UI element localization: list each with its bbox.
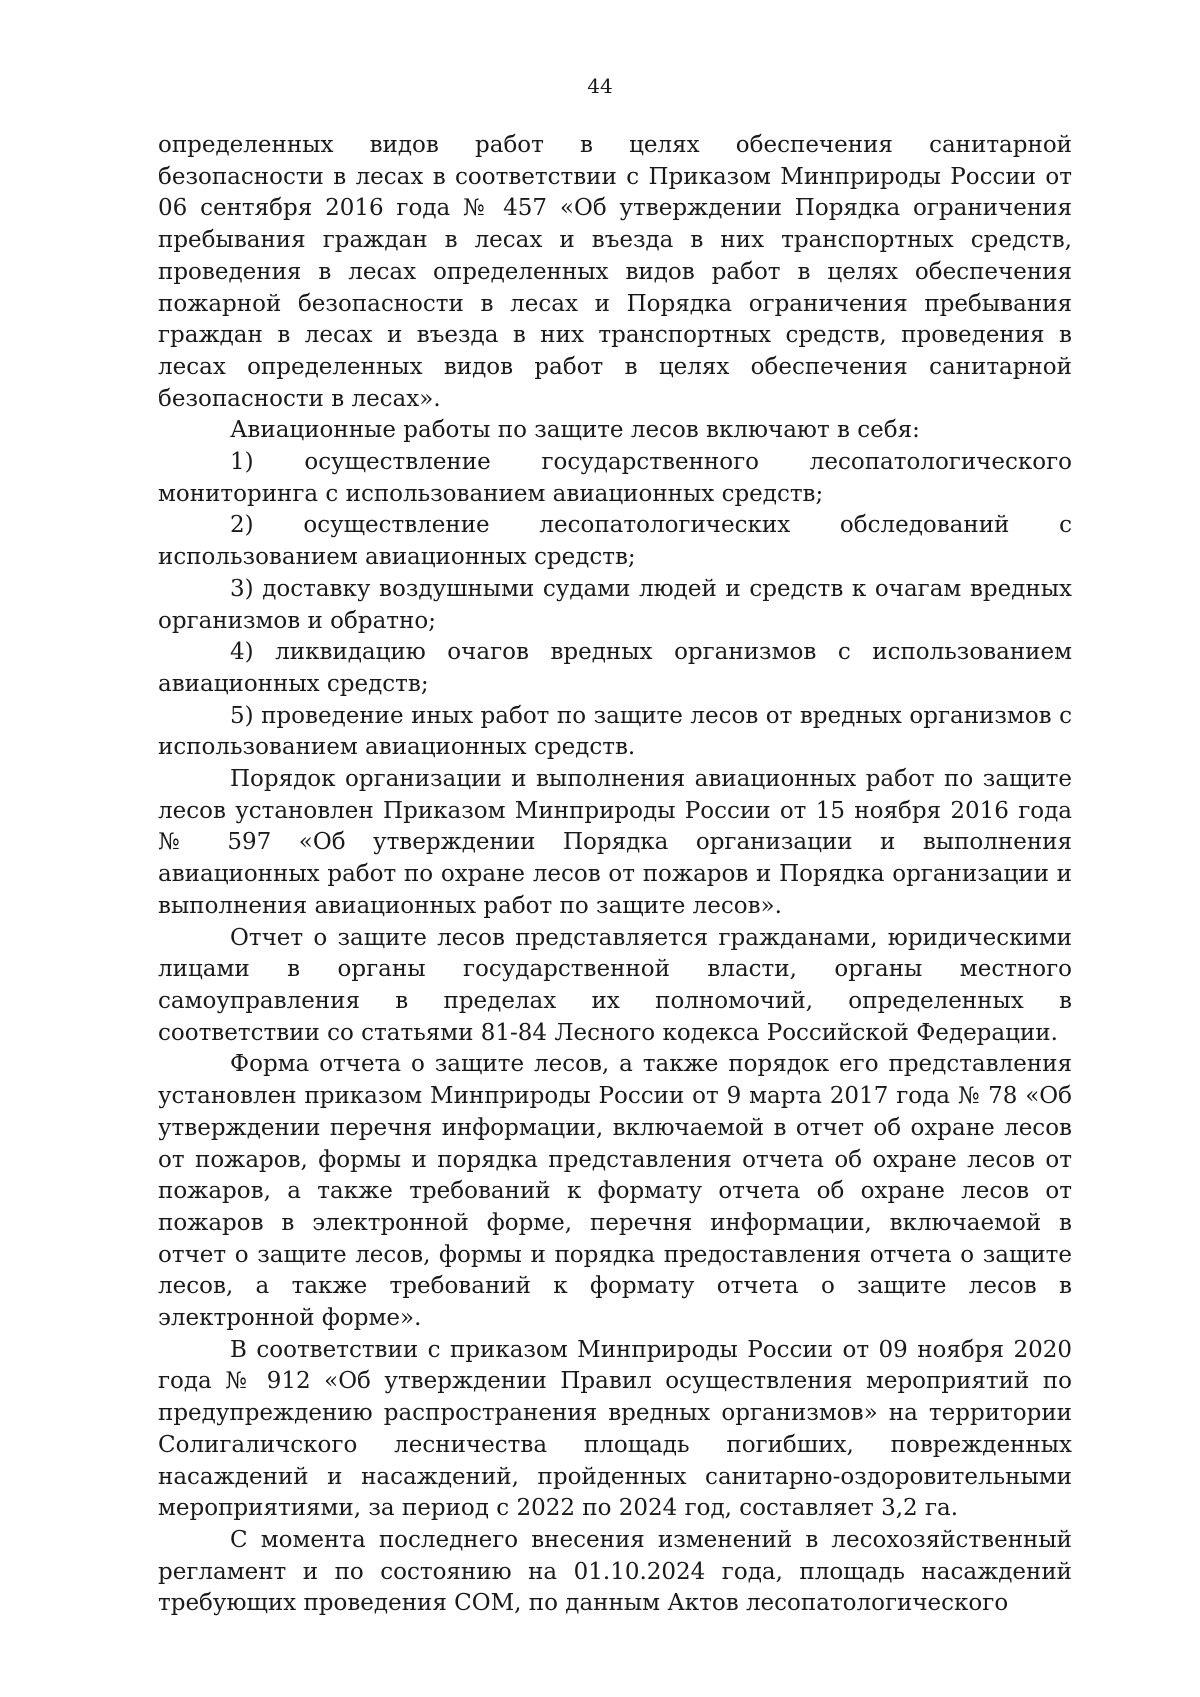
page-number: 44	[587, 74, 613, 98]
paragraph-report-submission: Отчет о защите лесов представляется гражданами, юридическими лицами в органы государственной власти, органы местного самоуправления в пределах их полномочий, определенных в соответствии со статьями 81-84 Лесного кодекса Российской Федерации.	[158, 924, 1072, 1046]
document-body	[158, 130, 1072, 1620]
paragraph-order-912: В соответствии с приказом Минприроды России от 09 ноября 2020 года № 912 «Об утверждении Правил осуществления мероприятий по предупреждению распространения вредных организмов» на территории Солигаличского лесничества площадь погибших, поврежденных насаждений и насаждений, пройденных санитарно-оздоровительными мероприятиями, за период с 2022 по 2024 год, составляет 3,2 га.	[158, 1336, 1072, 1522]
list-item-5: 5) проведение иных работ по защите лесов от вредных организмов с использованием авиационных средств.	[158, 702, 1072, 761]
paragraph-aviation-order: Порядок организации и выполнения авиационных работ по защите лесов установлен Приказом Минприроды России от 15 ноября 2016 года № 597 «Об утверждении Порядка организации и выполнения авиационных работ по охране лесов от пожаров и Порядка организации и выполнения авиационных работ по защите лесов».	[158, 766, 1072, 919]
paragraph-continuation: определенных видов работ в целях обеспечения санитарной безопасности в лесах в соответствии с Приказом Минприроды России от 06 сентября 2016 года № 457 «Об утверждении Порядка ограничения пребывания граждан в лесах и въезда в них транспортных средств, проведения в лесах определенных видов работ в целях обеспечения пожарной безопасности в лесах и Порядка ограничения пребывания граждан в лесах и въезда в них транспортных средств, проведения в лесах определенных видов работ в целях обеспечения санитарной безопасности в лесах».	[158, 132, 1072, 412]
paragraph-report-form: Форма отчета о защите лесов, а также порядок его представления установлен приказом Минприроды России от 9 марта 2017 года № 78 «Об утверждении перечня информации, включаемой в отчет об охране лесов от пожаров, формы и порядка представления отчета об охране лесов от пожаров, а также требований к формату отчета об охране лесов от пожаров в электронной форме, перечня информации, включаемой в отчет о защите лесов, формы и порядка предоставления отчета о защите лесов, а также требований к формату отчета о защите лесов в электронной форме».	[158, 1051, 1072, 1332]
list-item-1: 1) осуществление государственного лесопатологического мониторинга с использованием авиационных средств;	[158, 449, 1072, 507]
paragraph-last-changes: С момента последнего внесения изменений в лесохозяйственный регламент и по состоянию на 01.10.2024 года, площадь насаждений требующих проведения СОМ, по данным Актов лесопатологического	[158, 1526, 1072, 1617]
list-item-3: 3) доставку воздушными судами людей и средств к очагам вредных организмов и обратно;	[158, 575, 1072, 634]
list-item-2: 2) осуществление лесопатологических обследований с использованием авиационных средств;	[158, 512, 1072, 571]
paragraph-aviation-works-intro: Авиационные работы по защите лесов включают в себя:	[230, 417, 920, 444]
list-item-4: 4) ликвидацию очагов вредных организмов с использованием авиационных средств;	[158, 639, 1072, 697]
